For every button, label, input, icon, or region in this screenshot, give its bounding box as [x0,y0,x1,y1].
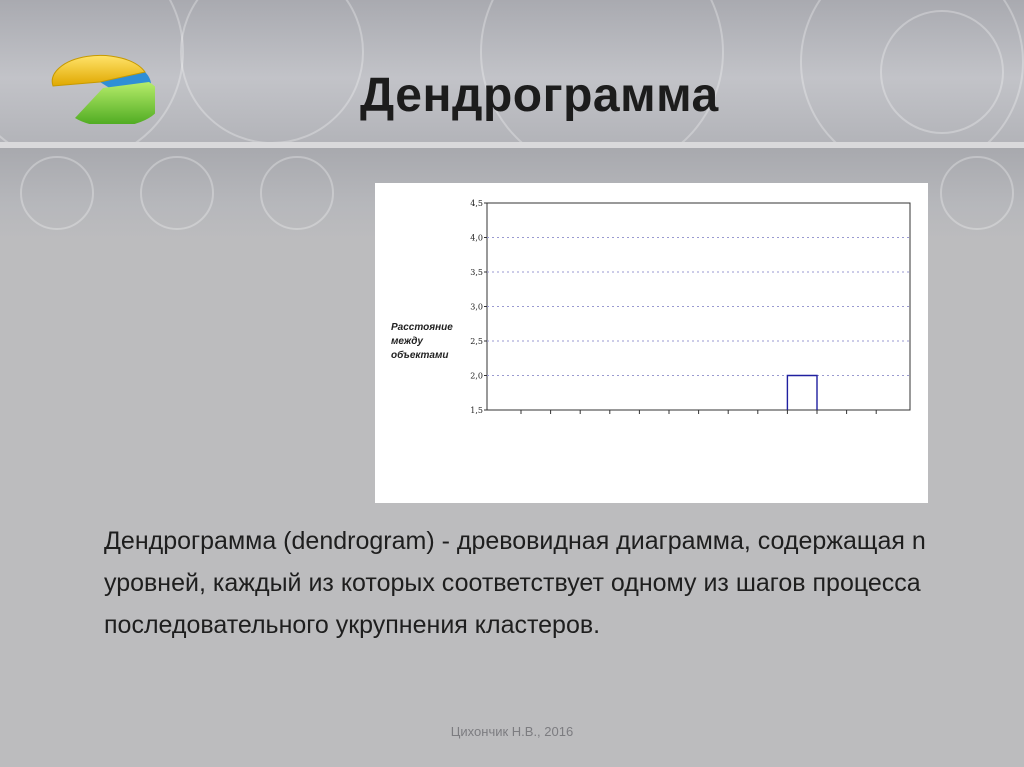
y-tick-label: 3,0 [470,302,483,312]
y-tick-label: 4,5 [470,199,483,208]
ornament-circle [140,156,214,230]
dendrogram-panel [375,183,928,503]
pie-chart-icon [45,42,155,124]
ornament-circle [20,156,94,230]
ornament-circle [940,156,1014,230]
ornament-circle [880,10,1004,134]
slide-description: Дендрограмма (dendrogram) - древовидная диаграмма, содержащая n уровней, каждый из которых соответствует одному из шагов процесса последовательного укрупнения кластеров. [104,527,926,639]
y-tick-label: 1,5 [470,406,483,415]
y-tick-label: 3,5 [470,268,483,277]
cluster-link [787,376,817,411]
y-tick-label: 2,0 [470,371,483,381]
y-tick-label: 2,5 [470,337,483,346]
ornament-circle [260,156,334,230]
ornament-circle [180,0,364,142]
slide-title: Дендрограмма [360,69,719,122]
slide-footer: Цихончик Н.В., 2016 [450,724,574,739]
y-axis-label: Расстояние между объектами [391,322,453,361]
y-tick-label: 4,0 [470,233,483,243]
